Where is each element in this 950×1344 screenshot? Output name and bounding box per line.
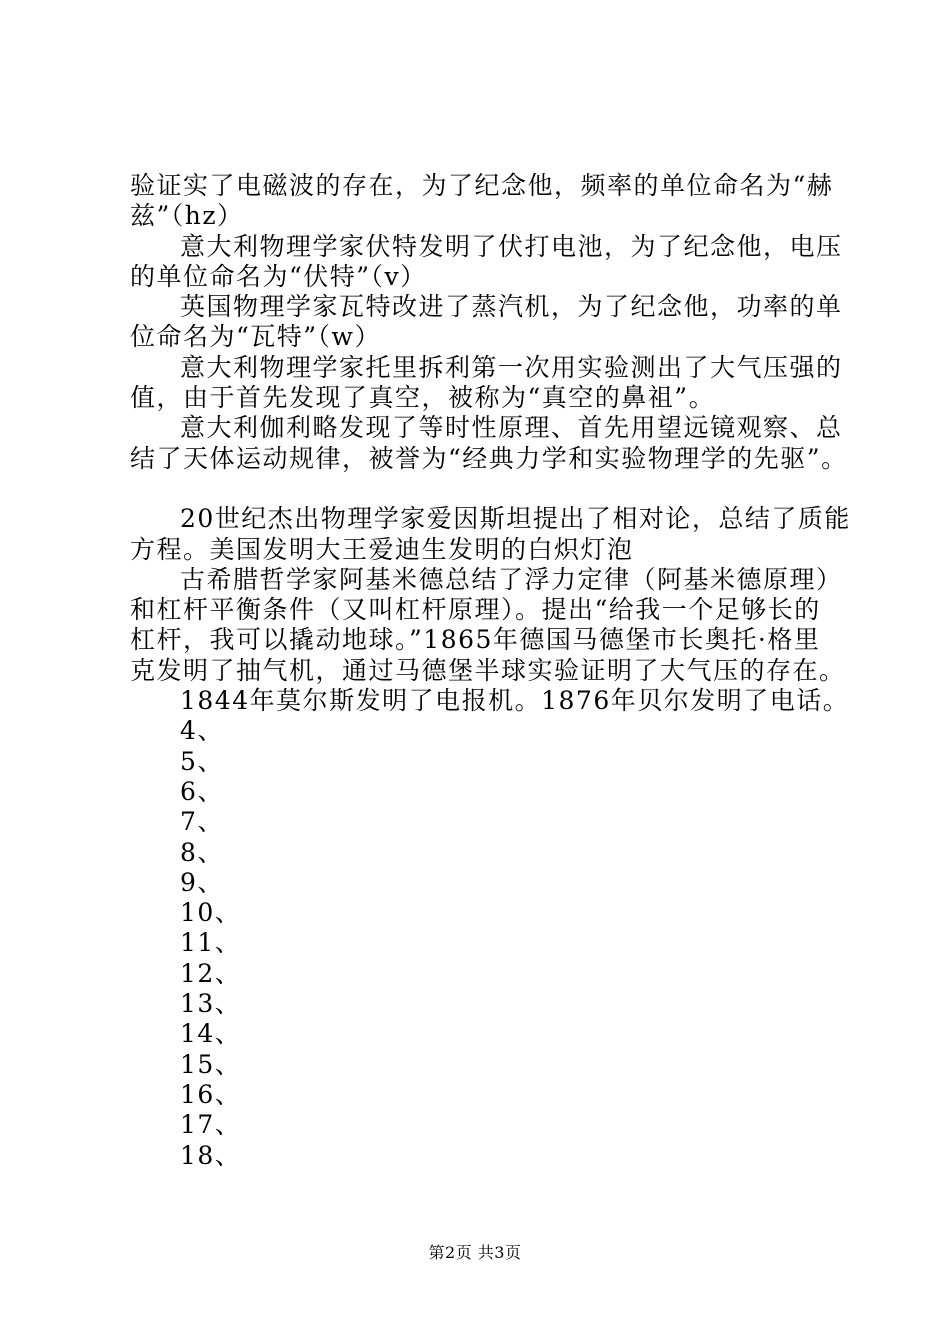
- document-body: [130, 171, 851, 1171]
- text-line: 兹”（hz）: [130, 201, 244, 231]
- paragraph-morse-bell: [130, 686, 850, 716]
- text-line: 1844年莫尔斯发明了电报机。1876年贝尔发明了电话。: [180, 686, 850, 716]
- paragraph-hertz: [130, 171, 840, 232]
- list-item: 11、: [180, 928, 242, 958]
- paragraph-einstein: [130, 504, 851, 565]
- list-item: 6、: [180, 776, 224, 806]
- list-item: 16、: [180, 1079, 242, 1109]
- text-line: 结了天体运动规律，被誉为“经典力学和实验物理学的先驱”。: [130, 443, 848, 473]
- text-line: 杠杆，我可以撬动地球。”1865年德国马德堡市长奥托·格里: [130, 625, 821, 655]
- text-line: 英国物理学家瓦特改进了蒸汽机，为了纪念他，功率的单: [180, 292, 843, 322]
- paragraph-torricelli: [130, 352, 843, 414]
- text-line: 的单位命名为“伏特”（v）: [130, 261, 427, 291]
- text-line: 值，由于首先发现了真空，被称为“真空的鼻祖”。: [130, 383, 716, 413]
- text-line: 位命名为“瓦特”（w）: [130, 322, 381, 352]
- list-item: 8、: [180, 837, 224, 867]
- text-line: 克发明了抽气机，通过马德堡半球实验证明了大气压的存在。: [130, 655, 846, 685]
- list-item: 12、: [180, 958, 242, 988]
- text-line: 验证实了电磁波的存在，为了纪念他，频率的单位命名为“赫: [130, 171, 834, 200]
- paragraph-galileo: [130, 413, 848, 474]
- text-line: 古希腊哲学家阿基米德总结了浮力定律（阿基米德原理）: [180, 564, 843, 594]
- list-item: 10、: [180, 898, 242, 928]
- paragraph-archimedes: [130, 564, 846, 686]
- page-number-label: 第2页 共3页: [428, 1243, 522, 1262]
- list-item: 18、: [180, 1140, 242, 1170]
- list-item: 17、: [180, 1110, 242, 1140]
- list-item: 5、: [180, 746, 224, 776]
- text-line: 意大利伽利略发现了等时性原理、首先用望远镜观察、总: [180, 413, 843, 443]
- text-line: 方程。美国发明大王爱迪生发明的白炽灯泡: [130, 534, 634, 564]
- list-item: 14、: [180, 1019, 242, 1049]
- list-item: 7、: [180, 807, 224, 837]
- paragraph-watt: [130, 292, 843, 353]
- blank-line: [130, 474, 840, 504]
- list-item: 4、: [180, 716, 224, 746]
- list-item: 13、: [180, 989, 242, 1019]
- text-line: 和杠杆平衡条件（又叫杠杆原理）。提出“给我一个足够长的: [130, 595, 821, 625]
- numbered-list: [130, 716, 840, 1170]
- list-item: 9、: [180, 867, 224, 897]
- page-footer: [0, 1243, 950, 1263]
- text-line: 意大利物理学家托里拆利第一次用实验测出了大气压强的: [180, 352, 843, 382]
- paragraph-volta: [130, 231, 843, 293]
- text-line: 意大利物理学家伏特发明了伏打电池，为了纪念他，电压: [180, 231, 843, 261]
- list-item: 15、: [180, 1049, 242, 1079]
- text-line: 20世纪杰出物理学家爱因斯坦提出了相对论，总结了质能: [180, 504, 851, 534]
